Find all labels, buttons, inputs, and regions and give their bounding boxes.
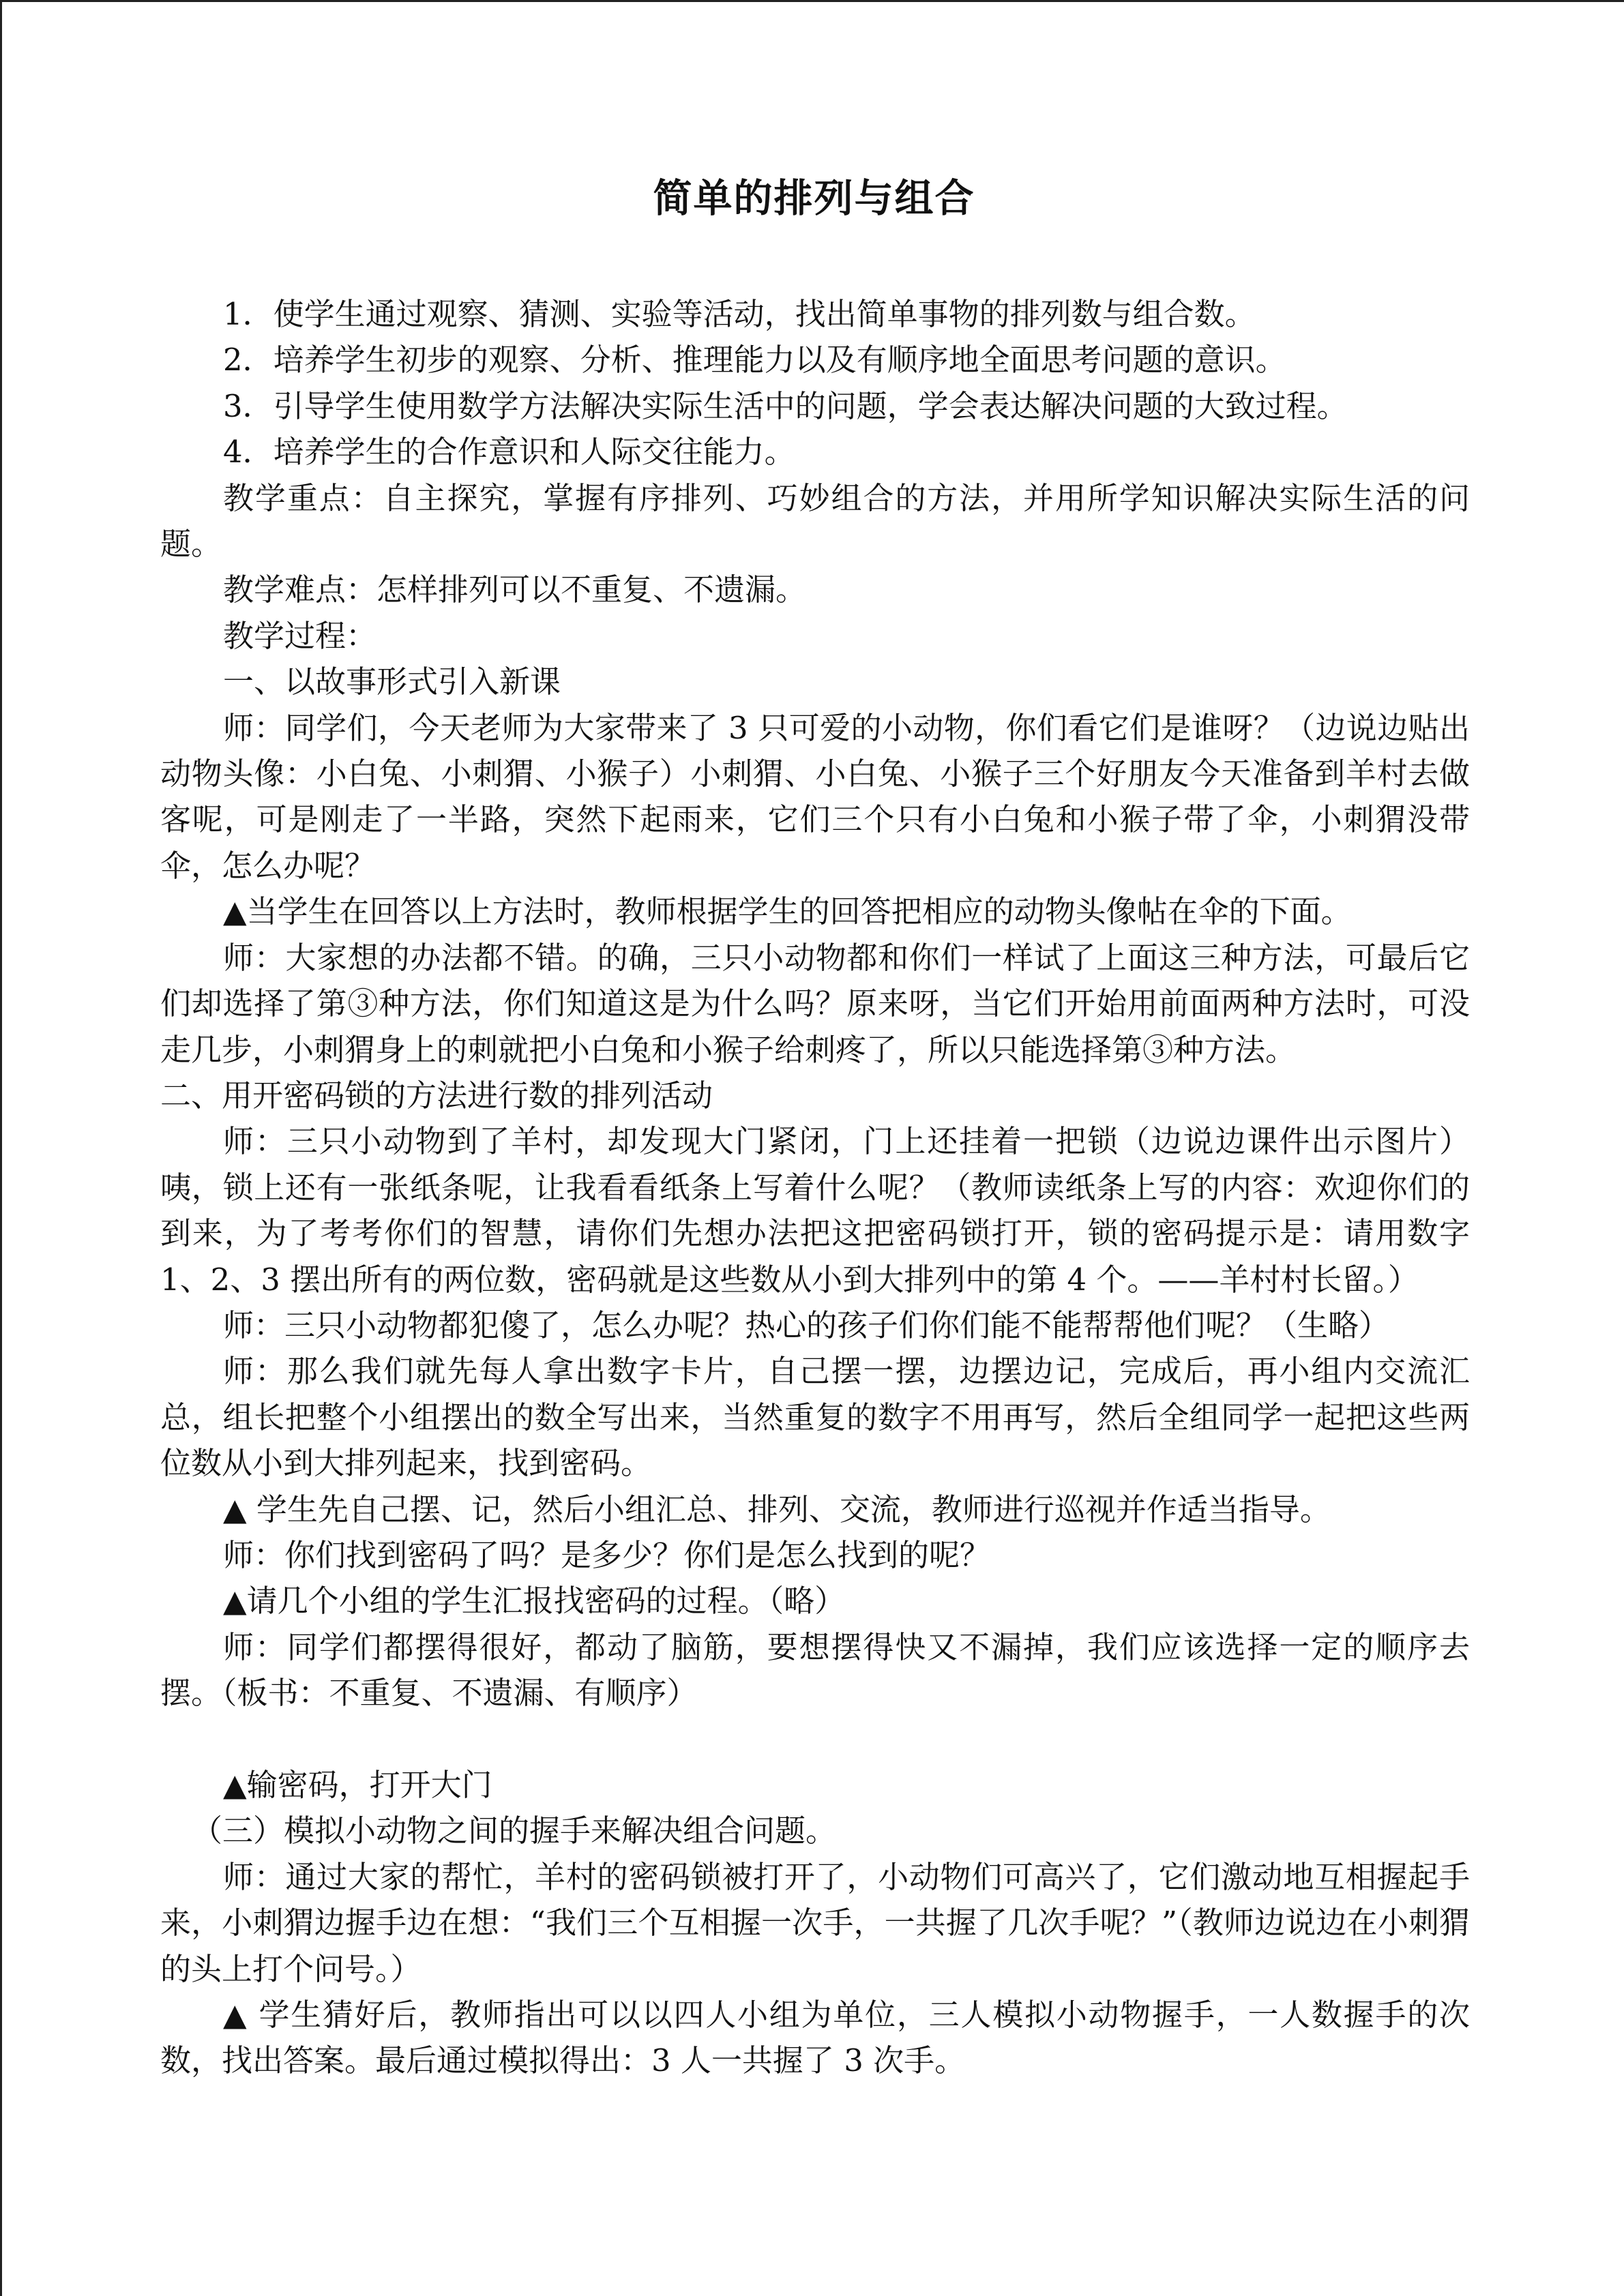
paragraph-note-simulate: ▲ 学生猜好后，教师指出可以以四人小组为单位，三人模拟小动物握手，一人数握手的次数，找出答案。最后通过模拟得出：3 人一共握了 3 次手。 [160,1997,1470,2079]
section-3-heading: （三）模拟小动物之间的握手来解决组合问题。 [192,1813,837,1849]
paragraph-note-arrange: ▲ 学生先自己摆、记，然后小组汇总、排列、交流，教师进行巡视并作适当指导。 [223,1491,1331,1527]
paragraph-found-password: 师：你们找到密码了吗？是多少？你们是怎么找到的呢？ [223,1536,991,1573]
paragraph-order: 师：同学们都摆得很好，都动了脑筋，要想摆得快又不漏掉，我们应该选择一定的顺序去摆。（板书：不重复、不遗漏、有顺序） [160,1628,1470,1712]
objective-3: 3．引导学生使用数学方法解决实际生活中的问题，学会表达解决问题的大致过程。 [223,387,1348,424]
paragraph-cards: 师：那么我们就先每人拿出数字卡片，自己摆一摆，边摆边记，完成后，再小组内交流汇总，组长把整个小组摆出的数全写出来，当然重复的数字不用再写，然后全组同学一起把这些两位数从小到大排列起来，找到密码。 [160,1353,1470,1482]
section-1-heading: 一、以故事形式引入新课 [223,664,561,700]
teaching-focus: 教学重点：自主探究，掌握有序排列、巧妙组合的方法，并用所学知识解决实际生活的问题。 [160,479,1470,563]
objective-1: 1．使学生通过观察、猜测、实验等活动，找出简单事物的排列数与组合数。 [223,296,1256,332]
document-body [160,291,1480,2084]
paragraph-help: 师：三只小动物都犯傻了，怎么办呢？热心的孩子们你们能不能帮帮他们呢？（生略） [223,1307,1390,1343]
paragraph-story-intro: 师：同学们，今天老师为大家带来了 3 只可爱的小动物，你们看它们是谁呀？（边说边贴出动物头像：小白兔、小刺猬、小猴子）小刺猬、小白兔、小猴子三个好朋友今天准备到羊村去做客呢，可是刚走了一半路，突然下起雨来，它们三个只有小白兔和小猴子带了伞，小刺猬没带伞，怎么办呢？ [160,709,1470,884]
paragraph-handshake: 师：通过大家的帮忙，羊村的密码锁被打开了，小动物们可高兴了，它们激动地互相握起手来，小刺猬边握手边在想：“我们三个互相握一次手，一共握了几次手呢？”（教师边说边在小刺猬的头上打个问号。） [160,1858,1470,1987]
paragraph-method-choice: 师：大家想的办法都不错。的确，三只小动物都和你们一样试了上面这三种方法，可最后它们却选择了第③种方法，你们知道这是为什么吗？原来呀，当它们开始用前面两种方法时，可没走几步，小刺猬身上的刺就把小白兔和小猴子给刺疼了，所以只能选择第③种方法。 [160,939,1470,1068]
paragraph-lock: 师：三只小动物到了羊村，却发现大门紧闭，门上还挂着一把锁（边说边课件出示图片）咦，锁上还有一张纸条呢，让我看看纸条上写着什么呢？（教师读纸条上写的内容：欢迎你们的到来，为了考考你们的智慧，请你们先想办法把这把密码锁打开，锁的密码提示是：请用数字 1、2、3 摆出所有的两位数，密码就是这些数从小到大排列中的第 4 个。——羊村村长留。） [160,1123,1480,1298]
objective-4: 4．培养学生的合作意识和人际交往能力。 [223,434,795,471]
paragraph-note-heads: ▲当学生在回答以上方法时，教师根据学生的回答把相应的动物头像帖在伞的下面。 [223,893,1352,930]
section-2-heading: 二、用开密码锁的方法进行数的排列活动 [160,1077,713,1114]
paragraph-note-open-door: ▲输密码，打开大门 [223,1766,492,1803]
document-title: 简单的排列与组合 [653,176,975,221]
blank-line [160,1716,1470,1762]
teaching-difficulty: 教学难点：怎样排列可以不重复、不遗漏。 [223,571,807,608]
paragraph-note-report: ▲请几个小组的学生汇报找密码的过程。（略） [223,1583,846,1620]
teaching-process-heading: 教学过程： [223,617,377,654]
objective-2: 2．培养学生初步的观察、分析、推理能力以及有顺序地全面思考问题的意识。 [223,342,1286,378]
